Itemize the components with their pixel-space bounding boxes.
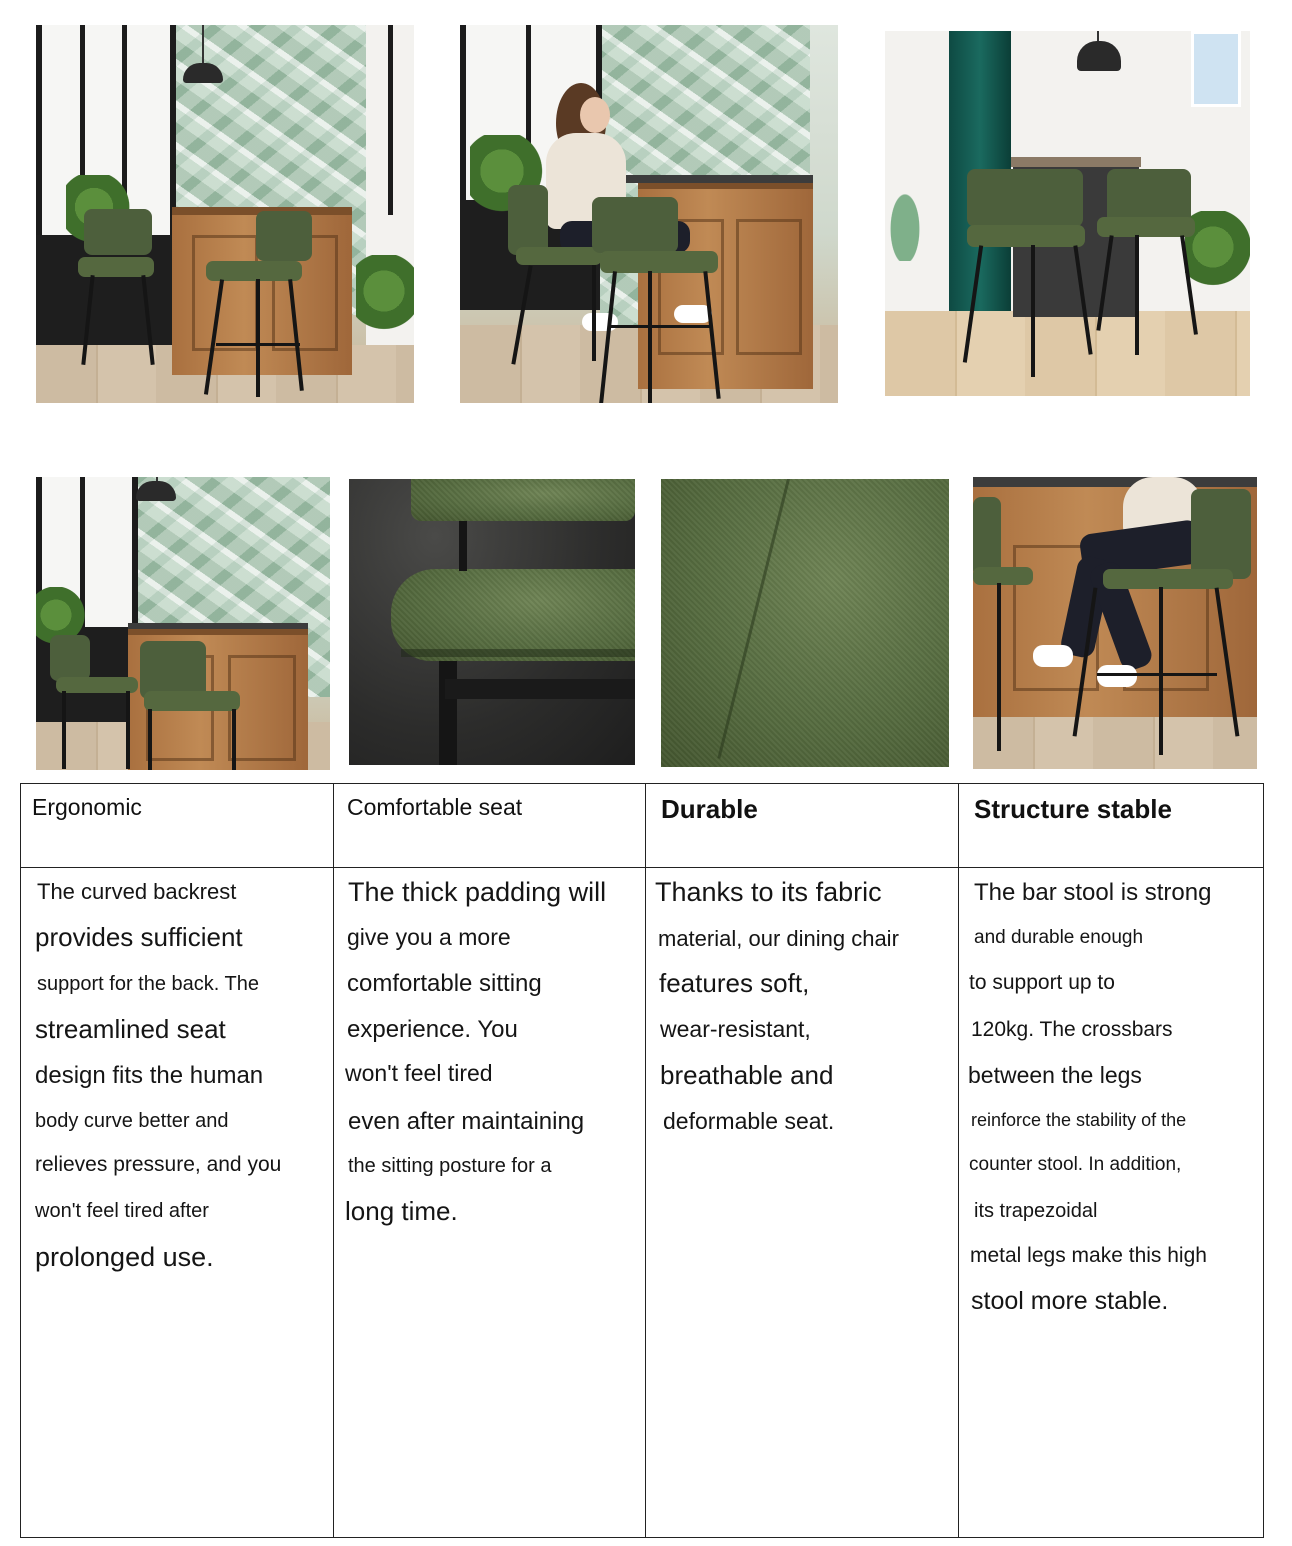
feature-text-line: body curve better and xyxy=(35,1110,229,1132)
feature-text-line: streamlined seat xyxy=(35,1014,226,1044)
feature-text-line: long time. xyxy=(345,1196,458,1226)
feature-text-line: its trapezoidal xyxy=(974,1200,1098,1222)
feature-table xyxy=(20,783,1264,1538)
feature-text-line: between the legs xyxy=(968,1062,1142,1088)
feature-text-line: The thick padding will xyxy=(348,877,607,907)
feature-title-durable: Durable xyxy=(661,794,758,824)
column-divider xyxy=(958,784,959,1537)
feature-text-line: prolonged use. xyxy=(35,1242,214,1272)
bar-scene-photo xyxy=(36,25,414,403)
feature-text-line: stool more stable. xyxy=(971,1287,1169,1315)
feature-text-line: give you a more xyxy=(347,924,511,950)
woman-at-bar-photo xyxy=(460,25,838,403)
column-divider xyxy=(645,784,646,1537)
feature-text-line: The bar stool is strong xyxy=(974,879,1212,906)
feature-text-line: 120kg. The crossbars xyxy=(971,1018,1173,1041)
feature-title-structure-stable: Structure stable xyxy=(974,794,1172,824)
feature-text-line: wear-resistant, xyxy=(660,1016,811,1042)
feature-text-line: Thanks to its fabric xyxy=(655,877,882,907)
fabric-closeup-photo xyxy=(661,479,949,767)
feature-text-line: support for the back. The xyxy=(37,973,259,995)
feature-text-line: metal legs make this high xyxy=(970,1244,1207,1267)
feature-text-line: provides sufficient xyxy=(35,922,243,952)
woman-sitting-photo xyxy=(973,477,1257,769)
feature-text-line: experience. You xyxy=(347,1016,518,1043)
feature-title-ergonomic: Ergonomic xyxy=(32,794,142,820)
feature-text-line: material, our dining chair xyxy=(658,926,899,951)
feature-text-line: counter stool. In addition, xyxy=(969,1154,1182,1175)
feature-text-line: relieves pressure, and you xyxy=(35,1153,282,1176)
feature-text-line: even after maintaining xyxy=(348,1108,585,1135)
feature-text-line: and durable enough xyxy=(974,927,1144,948)
feature-text-line: won't feel tired xyxy=(345,1060,493,1086)
feature-text-line: to support up to xyxy=(969,971,1115,994)
feature-text-line: deformable seat. xyxy=(663,1108,835,1134)
feature-title-comfortable-seat: Comfortable seat xyxy=(347,794,523,820)
column-divider xyxy=(333,784,334,1537)
feature-text-line: the sitting posture for a xyxy=(348,1155,552,1177)
feature-text-line: The curved backrest xyxy=(37,879,237,904)
seat-padding-closeup-photo xyxy=(349,479,635,765)
feature-text-line: breathable and xyxy=(660,1060,834,1090)
bar-corner-photo xyxy=(36,477,330,770)
feature-text-line: comfortable sitting xyxy=(347,970,542,997)
stools-living-room-photo xyxy=(885,31,1250,396)
feature-text-line: design fits the human xyxy=(35,1062,264,1089)
header-divider xyxy=(21,867,1263,868)
feature-text-line: features soft, xyxy=(659,968,810,998)
feature-text-line: reinforce the stability of the xyxy=(971,1110,1187,1130)
feature-text-line: won't feel tired after xyxy=(35,1200,209,1222)
